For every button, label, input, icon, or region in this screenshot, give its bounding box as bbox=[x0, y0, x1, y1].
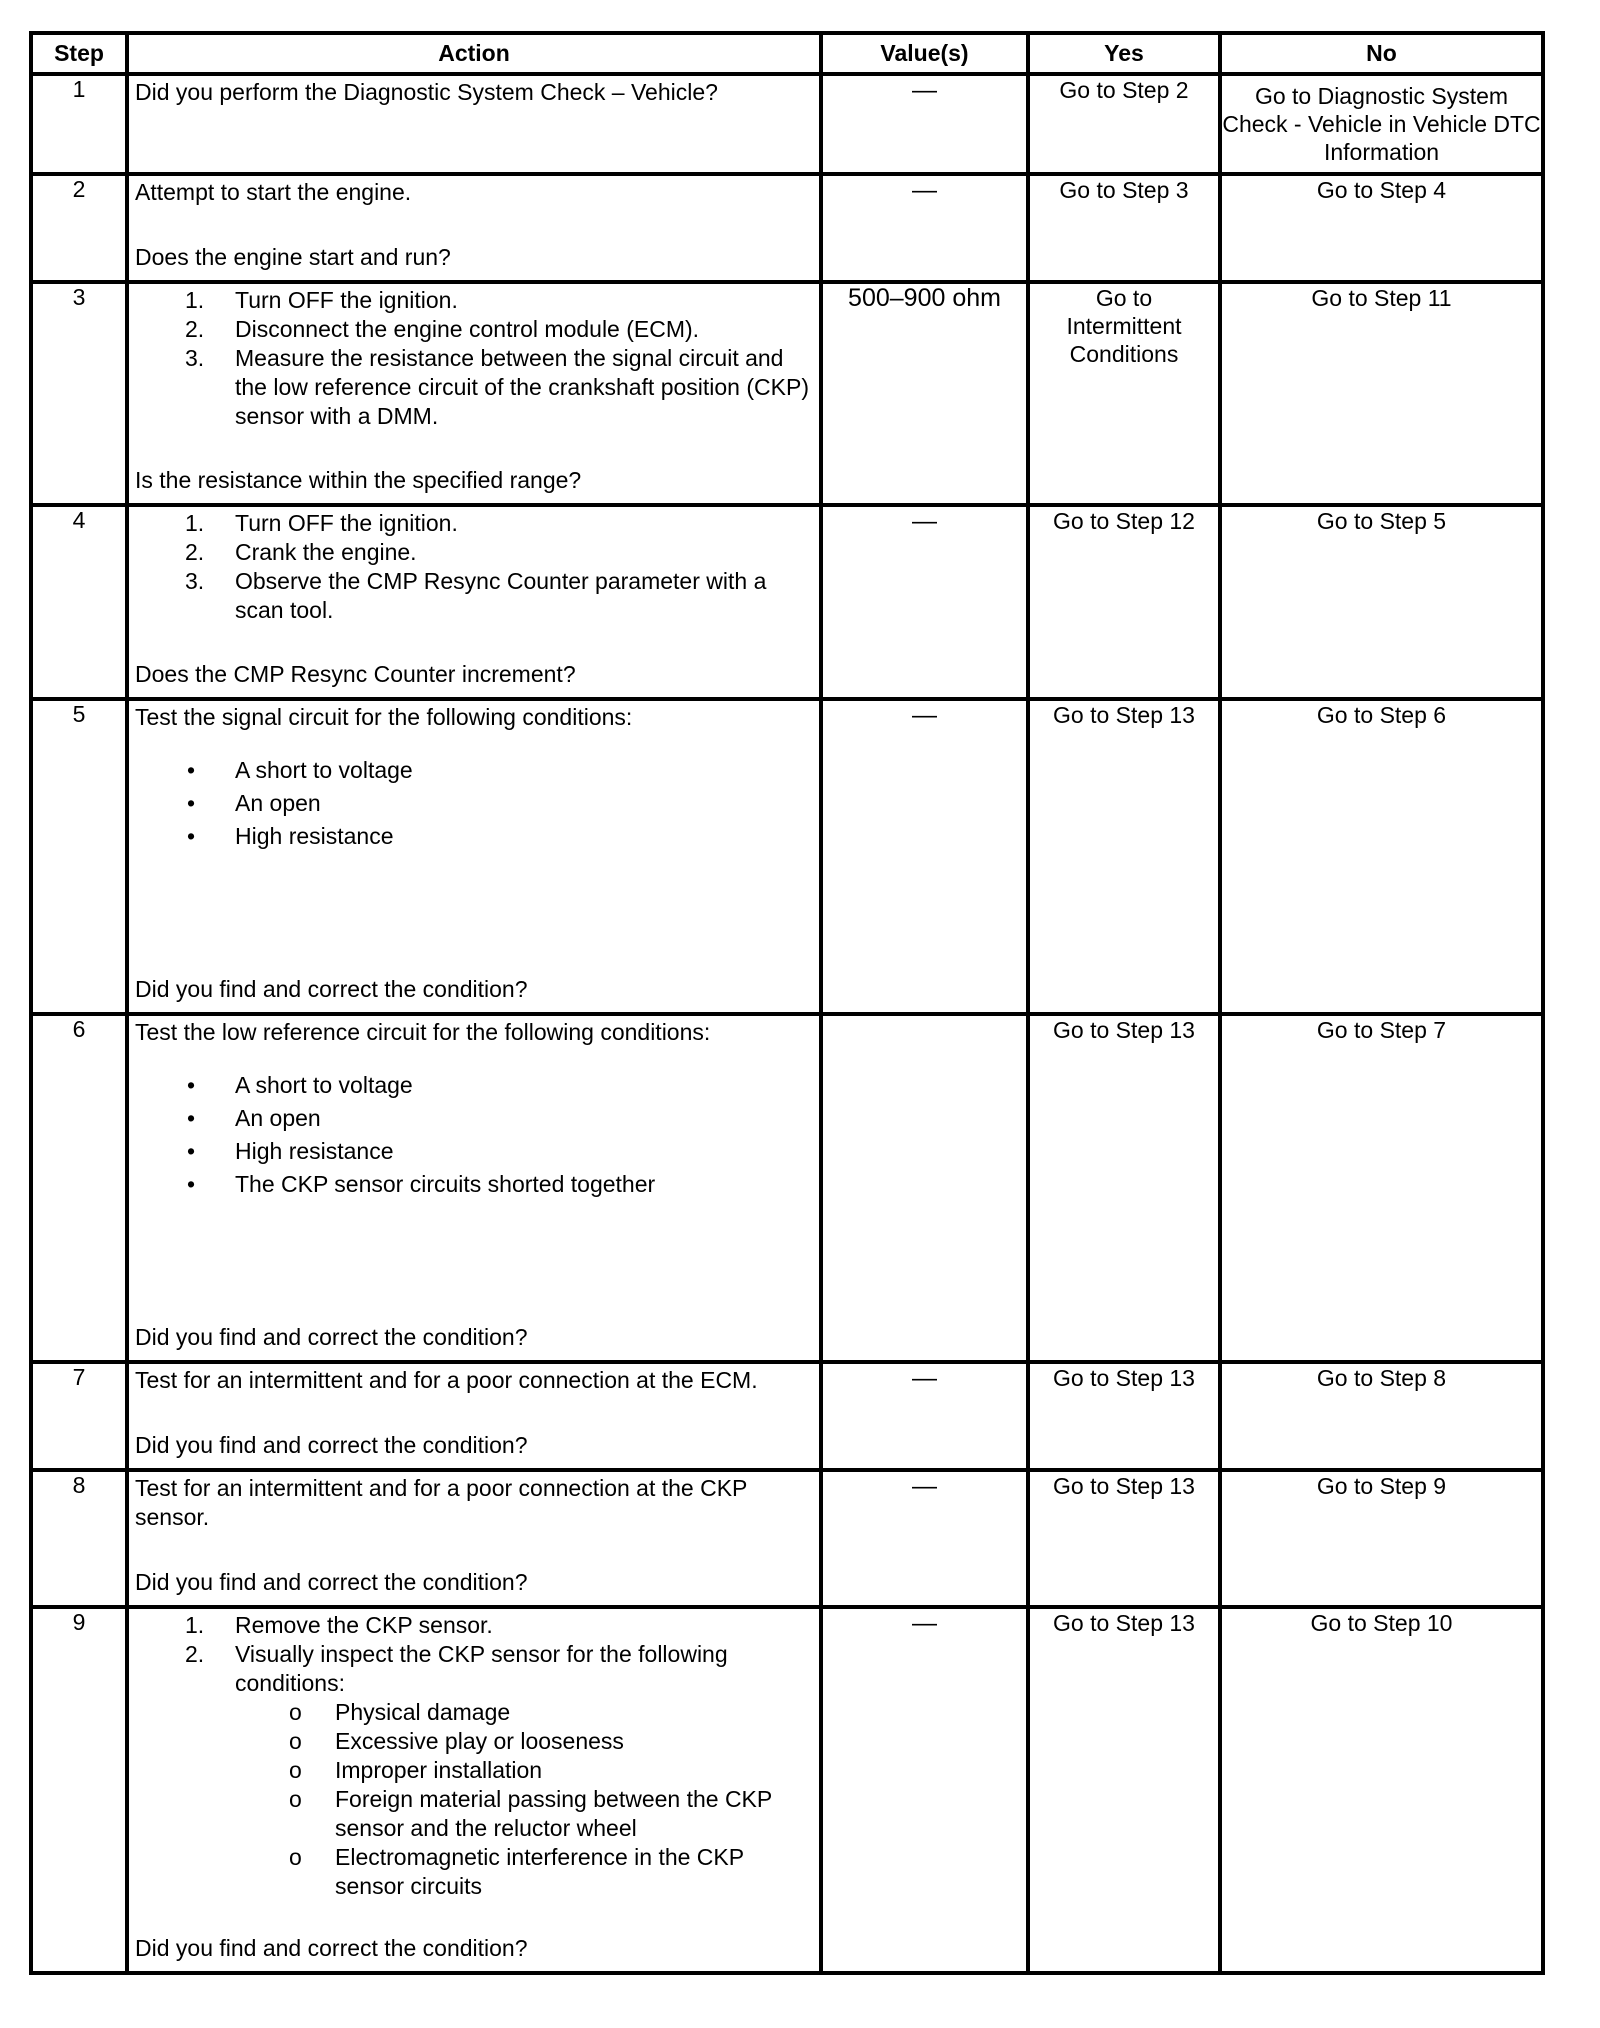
list-item: o Foreign material passing between the CKP sensor and the reluctor wheel bbox=[289, 1786, 772, 1841]
bullet-list bbox=[135, 1069, 815, 1201]
action-cell bbox=[127, 1362, 821, 1470]
step-number: 1 bbox=[31, 74, 127, 174]
step-number: 8 bbox=[31, 1470, 127, 1607]
numbered-list bbox=[135, 1611, 815, 1698]
header-action: Action bbox=[127, 33, 821, 74]
no-link[interactable]: Go to Step 5 bbox=[1220, 505, 1543, 699]
no-link[interactable]: Go to Step 8 bbox=[1220, 1362, 1543, 1470]
no-link[interactable]: Go to Step 4 bbox=[1220, 174, 1543, 282]
step-number: 5 bbox=[31, 699, 127, 1014]
value-cell: — bbox=[821, 1607, 1028, 1973]
header-step: Step bbox=[31, 33, 127, 74]
value-cell bbox=[821, 1014, 1028, 1362]
header-values: Value(s) bbox=[821, 33, 1028, 74]
list-item: 1. Turn OFF the ignition. bbox=[185, 510, 458, 536]
value-cell: — bbox=[821, 699, 1028, 1014]
value-cell: 500–900 ohm bbox=[821, 282, 1028, 505]
list-item: 1. Turn OFF the ignition. bbox=[185, 287, 458, 313]
table-row bbox=[31, 1470, 1543, 1607]
list-item: 3. Measure the resistance between the signal circuit and the low reference circuit of the crankshaft position (CKP) sensor with a DMM. bbox=[185, 345, 809, 429]
list-item: o Electromagnetic interference in the CKP sensor circuits bbox=[289, 1844, 744, 1899]
action-cell bbox=[127, 282, 821, 505]
action-question: Does the CMP Resync Counter increment? bbox=[135, 661, 576, 687]
no-link[interactable]: Go to Step 9 bbox=[1220, 1470, 1543, 1607]
value-cell: — bbox=[821, 74, 1028, 174]
table-row bbox=[31, 1014, 1543, 1362]
list-item: • High resistance bbox=[187, 823, 394, 849]
action-text: Test for an intermittent and for a poor connection at the CKP sensor. bbox=[135, 1475, 747, 1530]
action-question: Did you find and correct the condition? bbox=[135, 1432, 528, 1458]
action-question: Did you find and correct the condition? bbox=[135, 976, 528, 1002]
value-cell: — bbox=[821, 1470, 1028, 1607]
list-item: • A short to voltage bbox=[187, 757, 413, 783]
yes-link[interactable]: Go to Step 13 bbox=[1028, 1014, 1220, 1362]
action-question: Did you find and correct the condition? bbox=[135, 1569, 528, 1595]
action-cell bbox=[127, 174, 821, 282]
list-item: 2. Visually inspect the CKP sensor for the following conditions: bbox=[185, 1641, 728, 1696]
list-item: 1. Remove the CKP sensor. bbox=[185, 1612, 493, 1638]
no-link[interactable]: Go to Diagnostic System Check - Vehicle in Vehicle DTC Information bbox=[1220, 74, 1543, 174]
list-item: • A short to voltage bbox=[187, 1072, 413, 1098]
action-question: Did you find and correct the condition? bbox=[135, 1324, 528, 1350]
step-number: 7 bbox=[31, 1362, 127, 1470]
list-item: o Excessive play or looseness bbox=[289, 1728, 624, 1754]
step-number: 9 bbox=[31, 1607, 127, 1973]
table-row bbox=[31, 1607, 1543, 1973]
action-text: Test for an intermittent and for a poor connection at the ECM. bbox=[135, 1367, 758, 1393]
table-row bbox=[31, 282, 1543, 505]
action-cell bbox=[127, 1014, 821, 1362]
no-link[interactable]: Go to Step 11 bbox=[1220, 282, 1543, 505]
value-cell: — bbox=[821, 1362, 1028, 1470]
list-item: 2. Disconnect the engine control module (ECM). bbox=[185, 316, 700, 342]
action-question: Does the engine start and run? bbox=[135, 244, 451, 270]
yes-link[interactable]: Go to Step 13 bbox=[1028, 699, 1220, 1014]
action-text: Test the low reference circuit for the following conditions: bbox=[135, 1019, 711, 1045]
list-item: • An open bbox=[187, 1105, 321, 1131]
action-cell bbox=[127, 1470, 821, 1607]
yes-link[interactable]: Go to Step 13 bbox=[1028, 1607, 1220, 1973]
action-cell bbox=[127, 505, 821, 699]
table-row bbox=[31, 1362, 1543, 1470]
step-number: 3 bbox=[31, 282, 127, 505]
action-text: Did you perform the Diagnostic System Check – Vehicle? bbox=[135, 79, 718, 105]
action-cell bbox=[127, 74, 821, 174]
action-question: Is the resistance within the specified range? bbox=[135, 467, 582, 493]
no-link[interactable]: Go to Step 7 bbox=[1220, 1014, 1543, 1362]
action-cell bbox=[127, 699, 821, 1014]
list-item: • An open bbox=[187, 790, 321, 816]
action-cell bbox=[127, 1607, 821, 1973]
yes-link[interactable]: Go to Step 13 bbox=[1028, 1362, 1220, 1470]
numbered-list bbox=[135, 509, 815, 625]
table-row bbox=[31, 699, 1543, 1014]
header-row bbox=[31, 33, 1543, 74]
list-item: 2. Crank the engine. bbox=[185, 539, 417, 565]
list-item: • High resistance bbox=[187, 1138, 394, 1164]
value-cell: — bbox=[821, 505, 1028, 699]
sub-list bbox=[135, 1698, 815, 1901]
action-text: Attempt to start the engine. bbox=[135, 179, 412, 205]
list-item: • The CKP sensor circuits shorted together bbox=[187, 1171, 656, 1197]
yes-link[interactable]: Go to Step 12 bbox=[1028, 505, 1220, 699]
step-number: 6 bbox=[31, 1014, 127, 1362]
yes-link[interactable]: Go to Intermittent Conditions bbox=[1028, 282, 1220, 505]
action-text: Test the signal circuit for the following conditions: bbox=[135, 704, 633, 730]
list-item: 3. Observe the CMP Resync Counter parameter with a scan tool. bbox=[185, 568, 767, 623]
step-number: 4 bbox=[31, 505, 127, 699]
diagnostic-table bbox=[29, 31, 1545, 1975]
no-link[interactable]: Go to Step 10 bbox=[1220, 1607, 1543, 1973]
table-row bbox=[31, 74, 1543, 174]
bullet-list bbox=[135, 754, 815, 853]
action-question: Did you find and correct the condition? bbox=[135, 1935, 528, 1961]
header-no: No bbox=[1220, 33, 1543, 74]
numbered-list bbox=[135, 286, 815, 431]
table-row bbox=[31, 174, 1543, 282]
yes-link[interactable]: Go to Step 3 bbox=[1028, 174, 1220, 282]
yes-link[interactable]: Go to Step 2 bbox=[1028, 74, 1220, 174]
yes-link[interactable]: Go to Step 13 bbox=[1028, 1470, 1220, 1607]
list-item: o Improper installation bbox=[289, 1757, 543, 1783]
header-yes: Yes bbox=[1028, 33, 1220, 74]
table-row bbox=[31, 505, 1543, 699]
step-number: 2 bbox=[31, 174, 127, 282]
value-cell: — bbox=[821, 174, 1028, 282]
list-item: o Physical damage bbox=[289, 1699, 511, 1725]
no-link[interactable]: Go to Step 6 bbox=[1220, 699, 1543, 1014]
